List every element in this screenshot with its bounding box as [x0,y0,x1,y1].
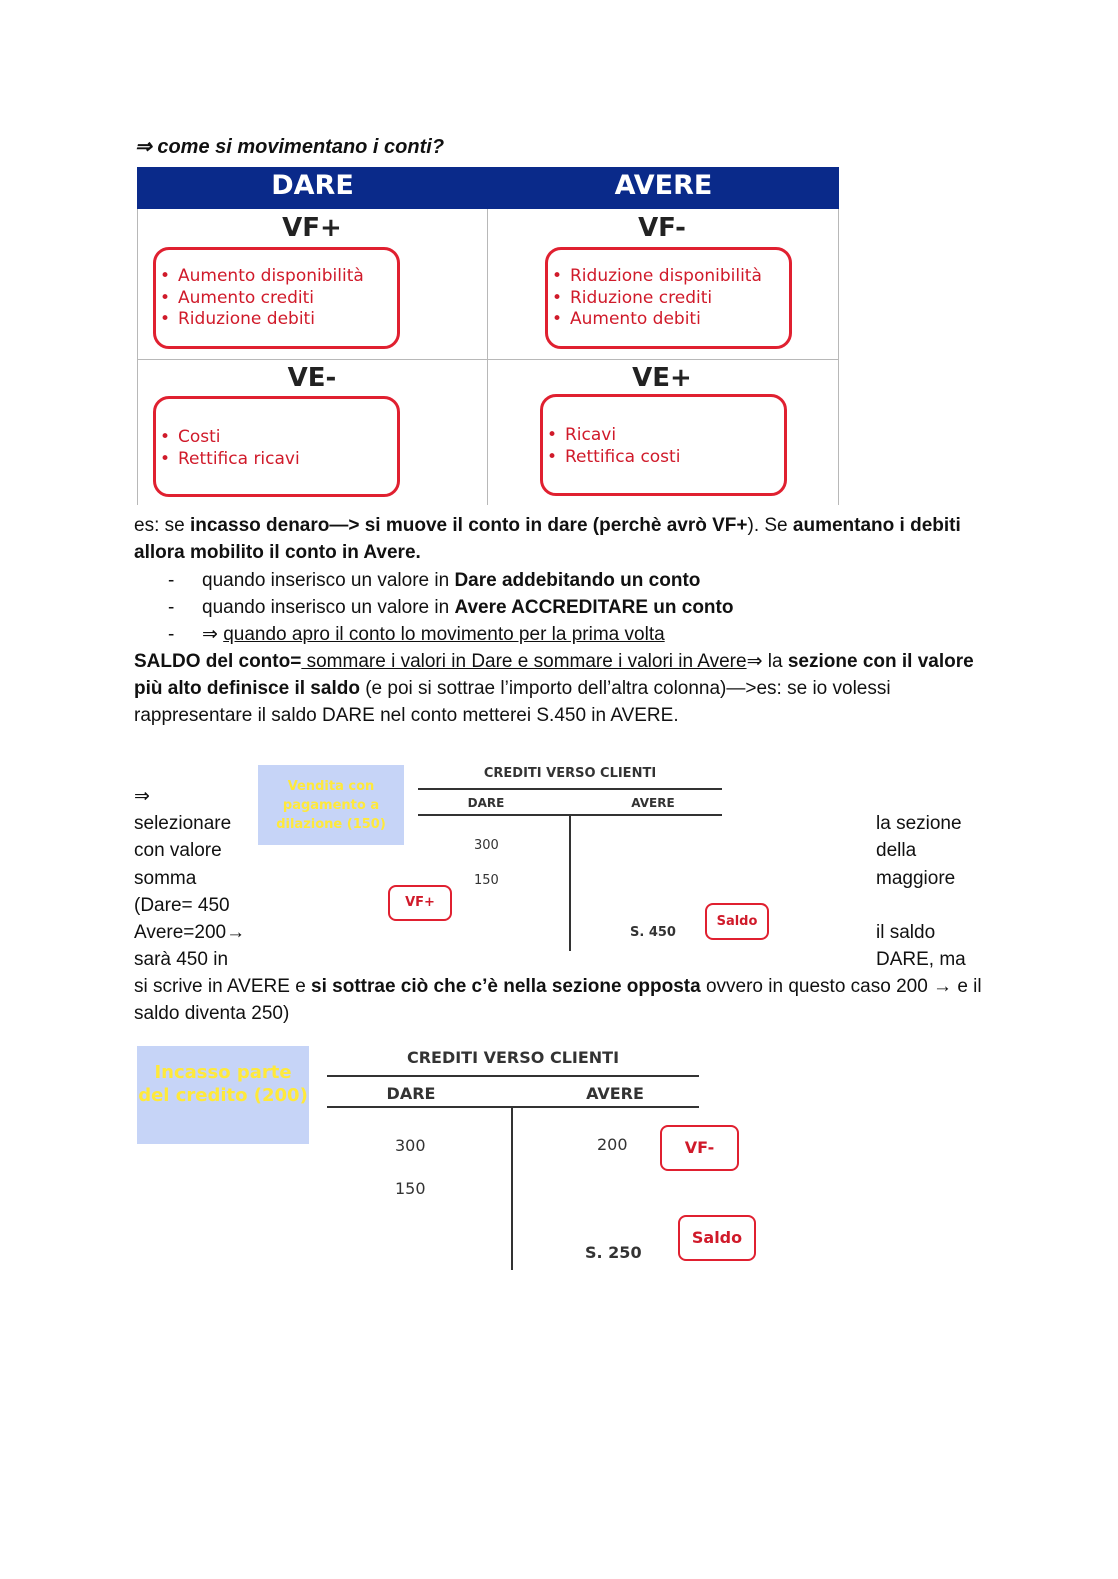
side-text-right: la sezione della maggiore il saldo DARE, ma [876,813,966,971]
account-title: CREDITI VERSO CLIENTI [406,1048,620,1067]
avere-value: 200 [597,1135,628,1154]
list-item: • Aumento crediti [156,288,397,310]
avere-column-header: AVERE [631,796,675,810]
diagram-divider-horizontal [137,359,839,360]
list-item: • Aumento debiti [548,309,789,331]
dare-value: 150 [474,873,499,888]
vf-minus-title: VF- [638,213,686,243]
list-item: • Costi [156,427,397,449]
vf-plus-title: VF+ [282,213,342,243]
t-account-divider [511,1108,513,1270]
dare-column-header: DARE [386,1084,436,1103]
list-item: • Ricavi [543,425,784,447]
saldo-value: S. 450 [630,925,676,940]
list-item: • Rettifica ricavi [156,449,397,471]
avere-column-header: AVERE [586,1084,644,1103]
transaction-note: Vendita con pagamento a dilazione (150) [258,765,404,845]
account-title: CREDITI VERSO CLIENTI [483,766,657,781]
saldo-paragraph: SALDO del conto= sommare i valori in Dare e sommare i valori in Avere⇒ la sezione con il valore più alto definisce il saldo (e poi si sottrae l’importo dell’altra colonna)—>es: se io volessi rappresentare il saldo DARE nel conto metterei S.450 in AVERE. [134,651,974,726]
dare-column-header: DARE [467,796,505,810]
diagram-header [137,167,839,209]
example-paragraph: es: se incasso denaro—> si muove il conto in dare (perchè avrò VF+). Se aumentano i debiti allora mobilito il conto in Avere. [134,515,961,563]
list-item: • Rettifica costi [543,447,784,469]
ve-plus-title: VE+ [632,363,692,393]
t-account-divider [569,816,571,951]
saldo-tag: Saldo [705,903,769,940]
list-item: • Riduzione debiti [156,309,397,331]
list-item: • Riduzione crediti [548,288,789,310]
vf-minus-tag: VF- [660,1125,739,1171]
dare-value: 150 [395,1179,426,1198]
vf-plus-tag: VF+ [388,885,452,921]
diagram-divider-vertical [487,209,488,505]
vf-minus-box [545,247,792,349]
dare-header: DARE [271,170,354,201]
saldo-value: S. 250 [585,1243,642,1262]
list-item: • Aumento disponibilità [156,266,397,288]
continuation-paragraph: si scrive in AVERE e si sottrae ciò che c’è nella sezione opposta ovvero in questo caso 200 → e il saldo diventa 250) [134,976,982,1024]
side-text-left: selezionare con valore somma (Dare= 450 Avere=200→ sarà 450 in [134,813,246,971]
side-arrow: ⇒ [134,786,150,807]
dare-value: 300 [474,838,499,853]
list-item: • Riduzione disponibilità [548,266,789,288]
ve-minus-title: VE- [287,363,337,393]
transaction-note: Incasso parte del credito (200) [137,1046,309,1144]
title-rule [418,788,722,790]
ve-minus-box [153,396,400,497]
ve-plus-box [540,394,787,496]
saldo-tag: Saldo [678,1215,756,1261]
header-rule [327,1106,699,1108]
title-rule [327,1075,699,1077]
avere-header: AVERE [614,170,713,201]
dare-avere-diagram [137,167,839,505]
dare-value: 300 [395,1136,426,1155]
section-heading: ⇒ come si movimentano i conti? [135,136,445,158]
vf-plus-box [153,247,400,349]
